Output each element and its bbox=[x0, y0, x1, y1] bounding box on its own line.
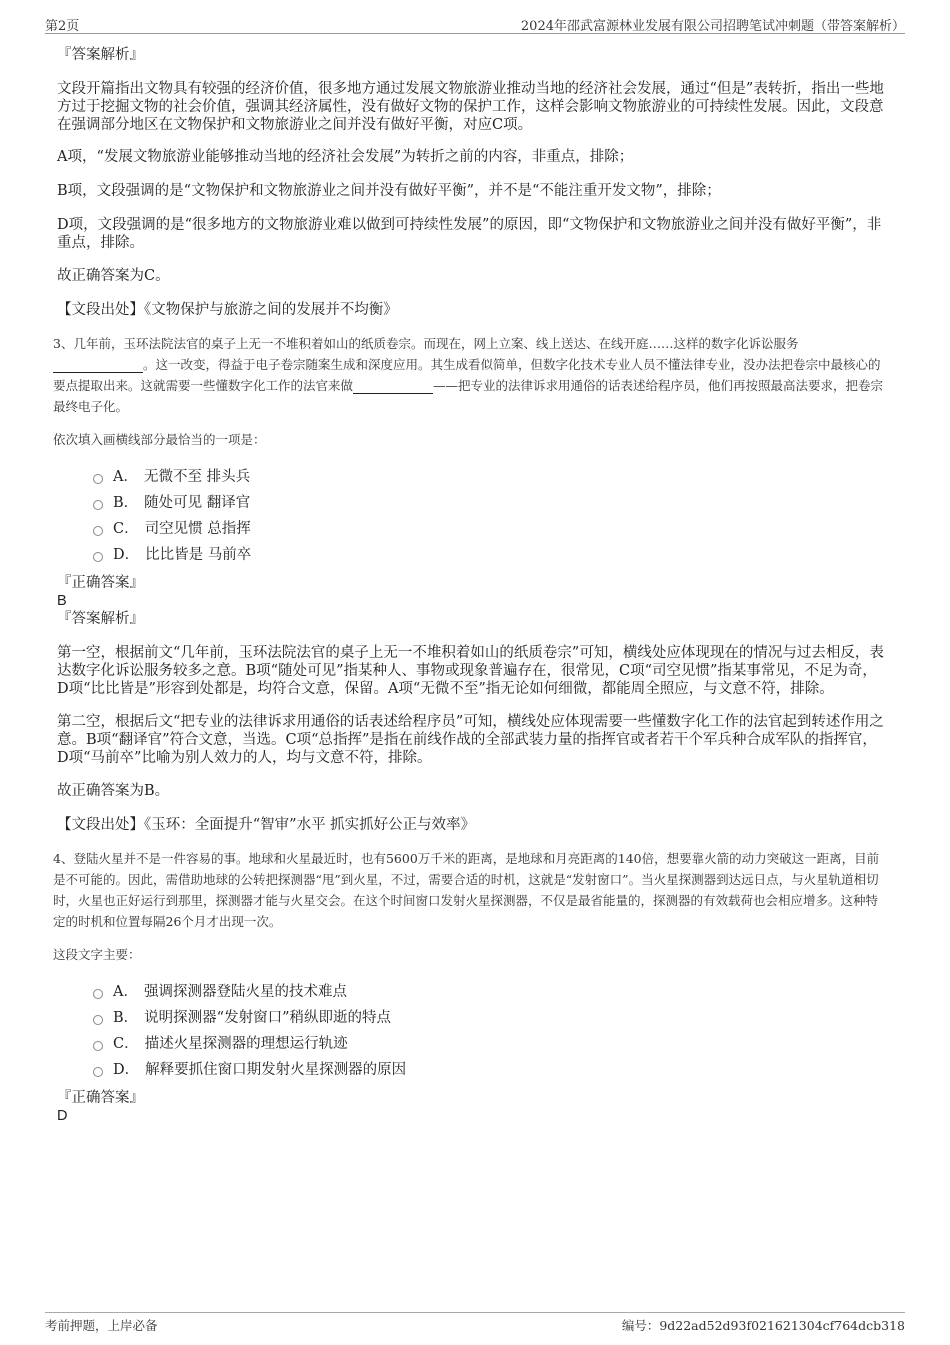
q2-analysis-section bbox=[57, 46, 888, 319]
option-text: 比比皆是 马前卒 bbox=[145, 547, 252, 563]
q3-analysis-label: 『答案解析』 bbox=[57, 611, 144, 627]
q3-option-d[interactable] bbox=[93, 542, 888, 568]
q4-answer-label: 『正确答案』 bbox=[57, 1090, 144, 1106]
q2-analysis-label: 『答案解析』 bbox=[57, 47, 144, 63]
q3-stem-part-2: 。这一改变，得益于电子卷宗随案生成和深度应用。其生成看似简单，但数字化技术专业人员不懂法律专业，没办法把卷宗中最核心的要点提取出来。这就需要一些懂数字化工作的法官来做 bbox=[53, 357, 881, 393]
question-3 bbox=[53, 333, 888, 834]
radio-icon[interactable] bbox=[93, 500, 103, 510]
q3-option-a[interactable] bbox=[93, 464, 888, 490]
option-letter: B． bbox=[113, 1010, 139, 1026]
document-title: 2024年邵武富源林业发展有限公司招聘笔试冲刺题（带答案解析） bbox=[520, 19, 905, 34]
radio-icon[interactable] bbox=[93, 474, 103, 484]
q2-source: 【文段出处】《文物保护与旅游之间的发展并不均衡》 bbox=[57, 302, 398, 318]
q2-analysis-option-a: A项，“发展文物旅游业能够推动当地的经济社会发展”为转折之前的内容，非重点，排除； bbox=[57, 149, 634, 165]
option-text: 描述火星探测器的理想运行轨迹 bbox=[144, 1036, 348, 1052]
q3-analysis-paragraph-2: 第二空，根据后文“把专业的法律诉求用通俗的话表述给程序员”可知，横线处应体现需要一些懂数字化工作的法官起到转述作用之意。B项“翻译官”符合文意，当选。C项“总指挥”是指在前线作战的全部武装力量的指挥官或者若干个军兵种合成军队的指挥官，D项“马前卒”比喻为别人效力的人，均与文意不符，排除。 bbox=[57, 714, 884, 766]
q4-prompt: 这段文字主要： bbox=[53, 947, 141, 962]
q4-option-b[interactable] bbox=[93, 1005, 888, 1031]
page-footer bbox=[45, 1312, 905, 1333]
q4-option-a[interactable] bbox=[93, 979, 888, 1005]
q3-analysis-paragraph-1: 第一空，根据前文“几年前，玉环法院法官的桌子上无一不堆积着如山的纸质卷宗”可知，横线处应体现现在的情况与过去相反，表达数字化诉讼服务较多之意。B项“随处可见”指某种人、事物或现象普遍存在，很常见，C项“司空见惯”指某事常见，不足为奇，D项“比比皆是”形容到处都是，均符合文意，保留。A项“无微不至”指无论如何细微，都能周全照应，与文意不符，排除。 bbox=[57, 645, 884, 697]
q3-prompt: 依次填入画横线部分最恰当的一项是： bbox=[53, 432, 266, 447]
option-letter: B． bbox=[113, 495, 139, 511]
q3-stem bbox=[53, 333, 888, 417]
option-text: 强调探测器登陆火星的技术难点 bbox=[143, 984, 347, 1000]
q3-blank-2 bbox=[353, 380, 433, 394]
q3-stem-part-3: ——把专业的法律诉求用通俗的话表述给程序员，他们再按照最高法要求，把卷宗最终电子化。 bbox=[53, 378, 884, 414]
option-letter: D． bbox=[113, 547, 140, 563]
q4-options bbox=[93, 979, 888, 1083]
q2-analysis-option-b: B项，文段强调的是“文物保护和文物旅游业之间并没有做好平衡”，并不是“不能注重开发文物”，排除； bbox=[57, 183, 721, 199]
q3-answer: B bbox=[57, 593, 67, 609]
q3-conclusion: 故正确答案为B。 bbox=[57, 783, 170, 799]
q2-analysis-option-d: D项，文段强调的是“很多地方的文物旅游业难以做到可持续性发展”的原因，即“文物保护和文物旅游业之间并没有做好平衡”，非重点，排除。 bbox=[57, 217, 882, 251]
option-letter: D． bbox=[113, 1062, 140, 1078]
footer-slogan: 考前押题，上岸必备 bbox=[45, 1318, 158, 1333]
q4-stem: 4、登陆火星并不是一件容易的事。地球和火星最近时，也有5600万千米的距离，是地球和月亮距离的140倍，想要靠火箭的动力突破这一距离，目前是不可能的。因此，需借助地球的公转把探测器“甩”到火星，不过，需要合适的时机，这就是“发射窗口”。当火星探测器到达远日点，与火星轨道相切时，火星也正好运行到那里，探测器才能与火星交会。在这个时间窗口发射火星探测器，不仅是最省能量的，探测器的有效载荷也会相应增多。这种特定的时机和位置每隔26个月才出现一次。 bbox=[53, 851, 880, 929]
q3-options bbox=[93, 464, 888, 568]
option-text: 无微不至 排头兵 bbox=[143, 469, 251, 485]
option-text: 随处可见 翻译官 bbox=[144, 495, 251, 511]
document-id: 编号：9d22ad52d93f021621304cf764dcb318 bbox=[621, 1318, 905, 1333]
q3-option-c[interactable] bbox=[93, 516, 888, 542]
q4-option-c[interactable] bbox=[93, 1031, 888, 1057]
radio-icon[interactable] bbox=[93, 1041, 103, 1051]
option-text: 司空见惯 总指挥 bbox=[144, 521, 251, 537]
q3-stem-part-1: 3、几年前，玉环法院法官的桌子上无一不堆积着如山的纸质卷宗。而现在，网上立案、线上送达、在线开庭……这样的数字化诉讼服务 bbox=[53, 336, 799, 351]
q3-answer-label: 『正确答案』 bbox=[57, 575, 144, 591]
option-letter: A． bbox=[113, 984, 138, 1000]
option-text: 说明探测器“发射窗口”稍纵即逝的特点 bbox=[144, 1010, 391, 1026]
q2-conclusion: 故正确答案为C。 bbox=[57, 268, 170, 284]
option-letter: C． bbox=[113, 521, 139, 537]
radio-icon[interactable] bbox=[93, 1067, 103, 1077]
option-text: 解释要抓住窗口期发射火星探测器的原因 bbox=[145, 1062, 407, 1078]
q2-analysis-paragraph: 文段开篇指出文物具有较强的经济价值，很多地方通过发展文物旅游业推动当地的经济社会发展，通过“但是”表转折，指出一些地方过于挖掘文物的社会价值，强调其经济属性，没有做好文物的保护工作，这样会影响文物旅游业的可持续性发展。因此，文段意在强调部分地区在文物保护和文物旅游业之间并没有做好平衡，对应C项。 bbox=[57, 81, 884, 133]
option-letter: C． bbox=[113, 1036, 139, 1052]
q4-answer: D bbox=[57, 1108, 68, 1124]
question-4 bbox=[53, 848, 888, 1125]
q3-blank-1 bbox=[53, 359, 143, 373]
q3-source: 【文段出处】《玉环：全面提升“智审”水平 抓实抓好公正与效率》 bbox=[57, 817, 476, 833]
radio-icon[interactable] bbox=[93, 1015, 103, 1025]
q4-option-d[interactable] bbox=[93, 1057, 888, 1083]
radio-icon[interactable] bbox=[93, 552, 103, 562]
q3-option-b[interactable] bbox=[93, 490, 888, 516]
page-content bbox=[53, 46, 888, 1125]
option-letter: A． bbox=[113, 469, 138, 485]
radio-icon[interactable] bbox=[93, 526, 103, 536]
radio-icon[interactable] bbox=[93, 989, 103, 999]
page-number: 第2页 bbox=[45, 19, 80, 34]
page-header bbox=[45, 12, 905, 34]
